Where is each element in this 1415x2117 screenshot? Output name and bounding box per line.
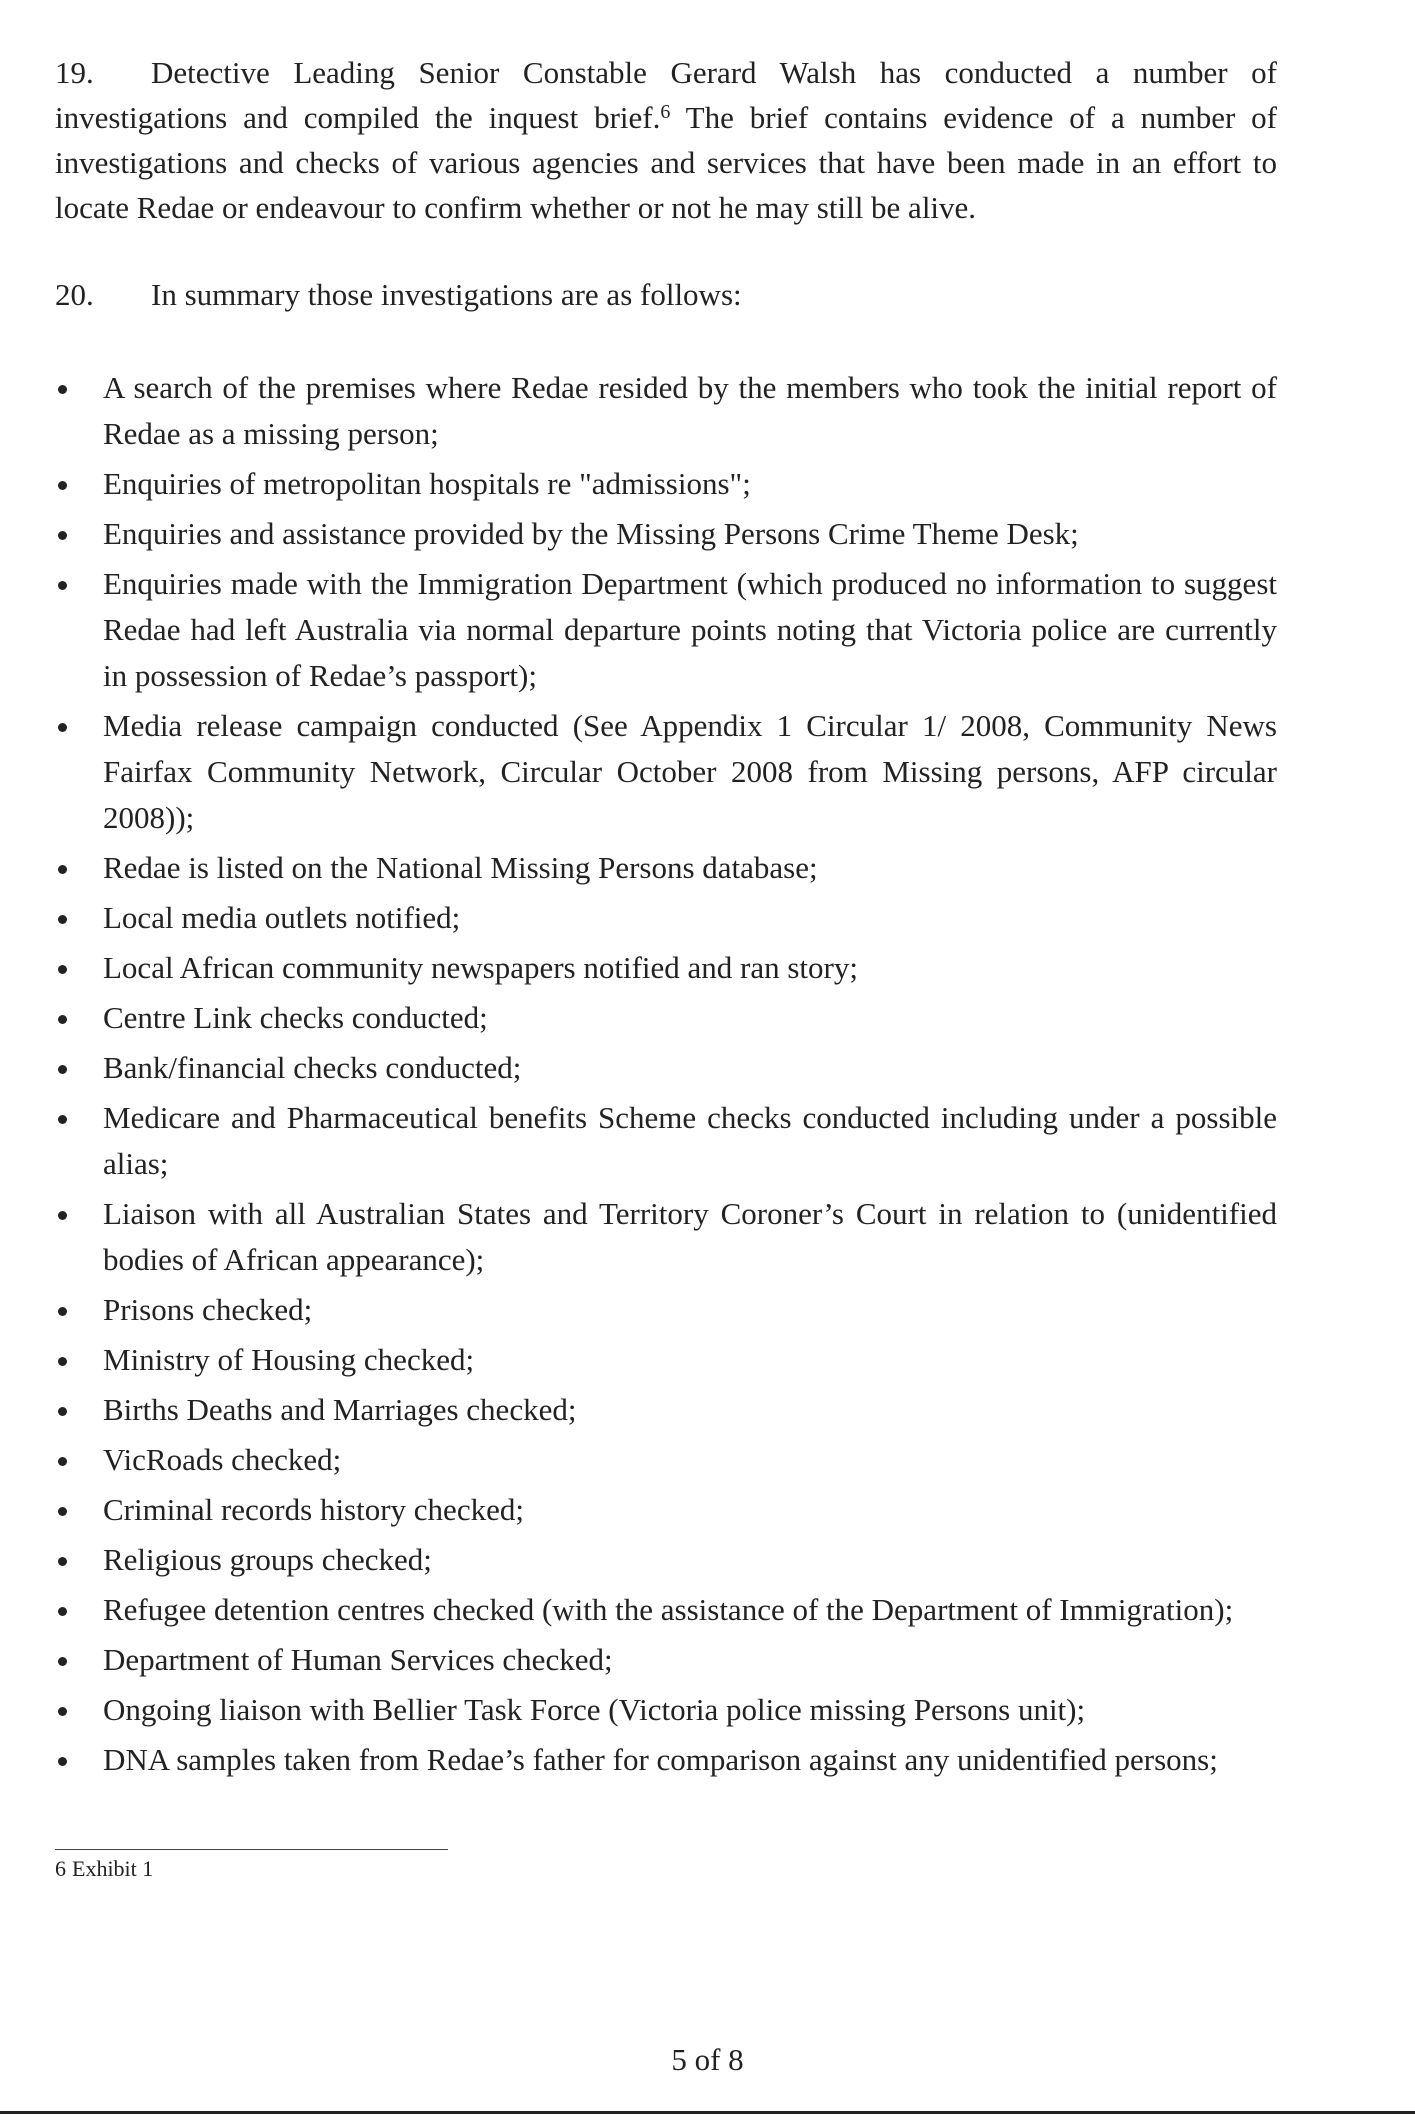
list-item-text: Local African community newspapers notified and ran story; bbox=[103, 950, 858, 985]
list-item bbox=[55, 1487, 1277, 1533]
page-bottom-border bbox=[0, 2111, 1415, 2114]
footnote-divider bbox=[55, 1849, 448, 1850]
bullet-icon bbox=[58, 723, 67, 732]
bullet-icon bbox=[58, 1065, 67, 1074]
bullet-icon bbox=[58, 581, 67, 590]
bullet-icon bbox=[58, 1357, 67, 1366]
bullet-icon bbox=[58, 531, 67, 540]
list-item bbox=[55, 1287, 1277, 1333]
bullet-icon bbox=[58, 1407, 67, 1416]
list-item-text: Refugee detention centres checked (with the assistance of the Department of Immigration); bbox=[103, 1592, 1234, 1627]
bullet-icon bbox=[58, 1607, 67, 1616]
bullet-icon bbox=[58, 1757, 67, 1766]
list-item bbox=[55, 511, 1277, 557]
bullet-icon bbox=[58, 1307, 67, 1316]
paragraph-19 bbox=[55, 50, 1277, 230]
list-item bbox=[55, 1637, 1277, 1683]
list-item bbox=[55, 365, 1277, 457]
list-item-text: Ministry of Housing checked; bbox=[103, 1342, 475, 1377]
paragraph-20 bbox=[55, 272, 1277, 317]
list-item bbox=[55, 995, 1277, 1041]
bullet-icon bbox=[58, 1707, 67, 1716]
list-item-text: Criminal records history checked; bbox=[103, 1492, 524, 1527]
list-item-text: Religious groups checked; bbox=[103, 1542, 432, 1577]
list-item-text: VicRoads checked; bbox=[103, 1442, 342, 1477]
list-item-text: Media release campaign conducted (See Appendix 1 Circular 1/ 2008, Community News Fairfax Community Network, Circular October 2008 from Missing persons, AFP circular 2008)); bbox=[103, 708, 1277, 835]
page-number: 5 of 8 bbox=[671, 2042, 744, 2077]
paragraph-text: In summary those investigations are as follows: bbox=[151, 277, 742, 312]
list-item bbox=[55, 945, 1277, 991]
list-item-text: Redae is listed on the National Missing Persons database; bbox=[103, 850, 818, 885]
list-item-text: A search of the premises where Redae resided by the members who took the initial report of Redae as a missing person; bbox=[103, 370, 1277, 451]
bullet-icon bbox=[58, 1657, 67, 1666]
bullet-icon bbox=[58, 1015, 67, 1024]
list-item bbox=[55, 1737, 1277, 1783]
bullet-icon bbox=[58, 1211, 67, 1220]
bullet-icon bbox=[58, 385, 67, 394]
bullet-icon bbox=[58, 915, 67, 924]
bullet-icon bbox=[58, 1507, 67, 1516]
bullet-icon bbox=[58, 1115, 67, 1124]
list-item bbox=[55, 1191, 1277, 1283]
paragraph-number: 19. bbox=[55, 55, 94, 90]
footnote-number: 6 bbox=[55, 1856, 66, 1881]
bullet-icon bbox=[58, 481, 67, 490]
footnote-text: Exhibit 1 bbox=[72, 1856, 154, 1881]
paragraph-text-continued: The brief contains evidence of a number of investigations and checks of various agencies and services that have been made in an effort to locate Redae or endeavour to confirm whether or not he may still be alive. bbox=[55, 100, 1277, 225]
footnote bbox=[55, 1854, 153, 1884]
list-item-text: Births Deaths and Marriages checked; bbox=[103, 1392, 577, 1427]
investigations-list bbox=[55, 365, 1277, 1787]
list-item bbox=[55, 1045, 1277, 1091]
list-item-text: Bank/financial checks conducted; bbox=[103, 1050, 522, 1085]
bullet-icon bbox=[58, 1457, 67, 1466]
list-item-text: Ongoing liaison with Bellier Task Force (Victoria police missing Persons unit); bbox=[103, 1692, 1086, 1727]
list-item-text: Prisons checked; bbox=[103, 1292, 313, 1327]
paragraph-number: 20. bbox=[55, 277, 94, 312]
list-item-text: DNA samples taken from Redae’s father for comparison against any unidentified persons; bbox=[103, 1742, 1218, 1777]
list-item-text: Medicare and Pharmaceutical benefits Scheme checks conducted including under a possible alias; bbox=[103, 1100, 1277, 1181]
list-item bbox=[55, 1095, 1277, 1187]
list-item bbox=[55, 1337, 1277, 1383]
list-item bbox=[55, 461, 1277, 507]
list-item-text: Centre Link checks conducted; bbox=[103, 1000, 488, 1035]
list-item bbox=[55, 1587, 1277, 1633]
footnote-reference: 6 bbox=[660, 101, 671, 123]
list-item-text: Enquiries of metropolitan hospitals re "admissions"; bbox=[103, 466, 751, 501]
bullet-icon bbox=[58, 965, 67, 974]
list-item-text: Local media outlets notified; bbox=[103, 900, 461, 935]
list-item bbox=[55, 1687, 1277, 1733]
list-item bbox=[55, 1537, 1277, 1583]
list-item-text: Liaison with all Australian States and Territory Coroner’s Court in relation to (unidentified bodies of African appearance); bbox=[103, 1196, 1277, 1277]
bullet-icon bbox=[58, 865, 67, 874]
list-item-text: Enquiries made with the Immigration Department (which produced no information to suggest Redae had left Australia via normal departure points noting that Victoria police are currently in possession of Redae’s passport); bbox=[103, 566, 1277, 693]
list-item bbox=[55, 1437, 1277, 1483]
list-item bbox=[55, 895, 1277, 941]
list-item bbox=[55, 703, 1277, 841]
list-item-text: Enquiries and assistance provided by the Missing Persons Crime Theme Desk; bbox=[103, 516, 1079, 551]
paragraph-text: Detective Leading Senior Constable Gerard Walsh has conducted a number of investigations and compiled the inquest brief. bbox=[55, 55, 1277, 135]
list-item bbox=[55, 845, 1277, 891]
list-item bbox=[55, 1387, 1277, 1433]
list-item-text: Department of Human Services checked; bbox=[103, 1642, 613, 1677]
bullet-icon bbox=[58, 1557, 67, 1566]
list-item bbox=[55, 561, 1277, 699]
